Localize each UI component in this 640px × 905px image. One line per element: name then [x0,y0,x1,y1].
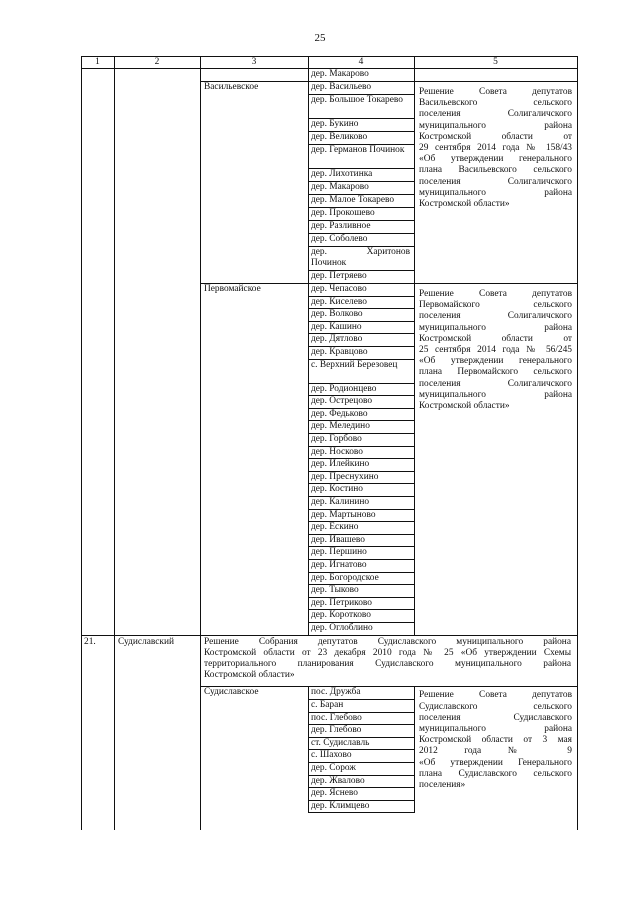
table-left-rule [81,56,82,830]
settlement-name: дер. Букино [311,119,359,129]
settlement-name: дер. Харитонов Починок [311,247,410,269]
decision-text: «Об утверждении генерального [419,356,572,367]
decision-text: поселения Солигаличского [419,378,572,389]
settlement-name: с. Верхний Березовец [311,359,398,370]
subdivision-name: Судиславское [204,687,259,698]
decision-text: Решение Совета депутатов [419,690,572,701]
settlement-name: пос. Глебово [311,712,362,723]
decision-text: муниципального района [419,389,572,400]
territorial-planning-table [81,56,577,829]
settlement-name: дер. Лихотинка [311,169,373,179]
column-header: 1 [95,57,100,67]
settlement-name: дер. Жвалово [311,775,365,786]
settlement-name: дер. Петряево [311,271,367,281]
column-rule [114,56,115,830]
settlement-name: дер. Сорож [311,763,356,773]
settlement-name: дер. Соболево [311,234,368,244]
settlement-name: дер. Васильево [311,82,372,92]
column-rule [308,686,309,813]
column-header: 4 [358,57,364,67]
settlement-name: дер. Першино [311,547,367,558]
settlement-name: дер. Игнатово [311,560,367,570]
decision-text: поселения Солигаличского [419,311,572,322]
decision-text: Решение Совета депутатов [419,289,572,299]
settlement-name: дер. Родионцево [311,383,377,394]
settlement-name: дер. Федьково [311,408,368,419]
settlement-name: дер. Разливное [311,221,371,231]
settlement-name: дер. Мартыново [311,509,376,520]
decision-text: поселения» [419,780,466,790]
settlement-name: дер. Дятлово [311,334,363,345]
page-number: 25 [314,32,326,44]
decision-text: поселения Солигаличского [419,176,572,187]
settlement-name: дер. Илейкино [311,459,370,470]
settlement-name: дер. Тыково [311,585,359,596]
settlement-name: дер. Горбово [311,434,362,444]
settlement-name: дер. Киселево [311,296,367,307]
settlement-name: дер. Яснево [311,788,358,799]
decision-text: муниципального района [419,322,572,333]
settlement-name: дер. Петриково [311,597,372,608]
district-name: Судиславский [118,636,175,647]
column-header: 3 [251,57,257,67]
decision-text: Васильевского сельского [419,98,572,109]
district-decision-text: Костромской области» [204,670,295,681]
settlement-name: дер. Калинино [311,497,370,507]
decision-text: плана Первомайского сельского [419,367,572,378]
row-number: 21. [84,636,96,647]
settlement-name: дер. Великово [311,132,368,142]
decision-text: муниципального района [419,724,572,734]
decision-text: Судиславского сельского [419,701,572,712]
settlement-row-rule [308,812,415,813]
settlement-name: дер. Ескино [311,522,359,533]
settlement-name: дер. Коротково [311,610,371,621]
settlement-name: ст. Судиславль [311,737,370,748]
decision-text: поселения Солигаличского [419,109,572,120]
settlement-name: дер. Волково [311,309,363,320]
decision-text: поселения Судиславского [419,712,572,723]
decision-text: плана Васильевского сельского [419,165,572,176]
decision-text: 25 сентября 2014 года № 56/245 [419,345,572,355]
decision-text: Костромской области от [419,333,572,344]
settlement-name: с. Баран [311,700,344,710]
decision-text: муниципального района [419,120,572,131]
row-21-top-rule [81,635,578,636]
decision-text: Костромской области от [419,131,572,142]
decision-text: Костромской области от 3 мая [419,735,572,746]
settlement-name: дер. Костино [311,484,363,495]
subdivision-name: Васильевское [204,82,259,92]
decision-text: «Об утверждении генерального [419,154,572,165]
decision-text: «Об утверждении Генерального [419,757,572,768]
settlement-name: дер. Большое Токарево [311,95,403,105]
subdivision-name: Первомайское [204,284,261,294]
column-rule [200,56,201,830]
settlement-name: дер. Германов Починок [311,145,405,155]
decision-text: Костромской области» [419,401,510,411]
column-header: 2 [154,57,160,67]
settlement-name: с. Шахово [311,750,352,761]
settlement-name: пос. Дружба [311,687,361,698]
column-rule [414,686,415,813]
settlement-name: дер. Преснухино [311,471,379,482]
district-decision-text: Костромской области от 23 декабря 2010 года № 25 «Об утверждении Схемы [204,647,571,658]
decision-text: Костромской области» [419,199,510,209]
settlement-name: дер. Макарово [311,69,369,79]
settlement-name: дер. Глебово [311,725,362,736]
column-rule [414,56,415,636]
settlement-name: дер. Ивашево [311,534,365,545]
settlement-name: дер. Чепасово [311,284,367,294]
column-header: 5 [493,57,498,67]
decision-text: Первомайского сельского [419,300,572,311]
settlement-name: дер. Малое Токарево [311,195,395,205]
settlement-name: дер. Носково [311,446,363,457]
settlement-name: дер. Меледино [311,421,370,432]
settlement-name: дер. Оглоблино [311,623,373,633]
settlement-name: дер. Острецово [311,396,373,407]
table-right-rule [577,56,578,830]
district-decision-text: Решение Собрания депутатов Судиславского муниципального района [204,636,571,647]
decision-text: 2012 года № 9 [419,746,572,757]
decision-text: плана Судиславского сельского [419,768,572,779]
decision-text: муниципального района [419,187,572,198]
decision-text: 29 сентября 2014 года № 158/43 [419,143,572,153]
settlement-name: дер. Климцево [311,800,370,811]
settlement-name: дер. Кашино [311,321,362,332]
decision-text: Решение Совета депутатов [419,87,572,97]
district-decision-text: территориального планирования Судиславского муниципального района [204,659,571,669]
column-rule [308,56,309,636]
settlement-name: дер. Прокошево [311,208,375,218]
settlement-name: дер. Макарово [311,182,369,192]
settlement-name: дер. Кравцово [311,347,368,357]
settlement-name: дер. Богородское [311,572,379,583]
